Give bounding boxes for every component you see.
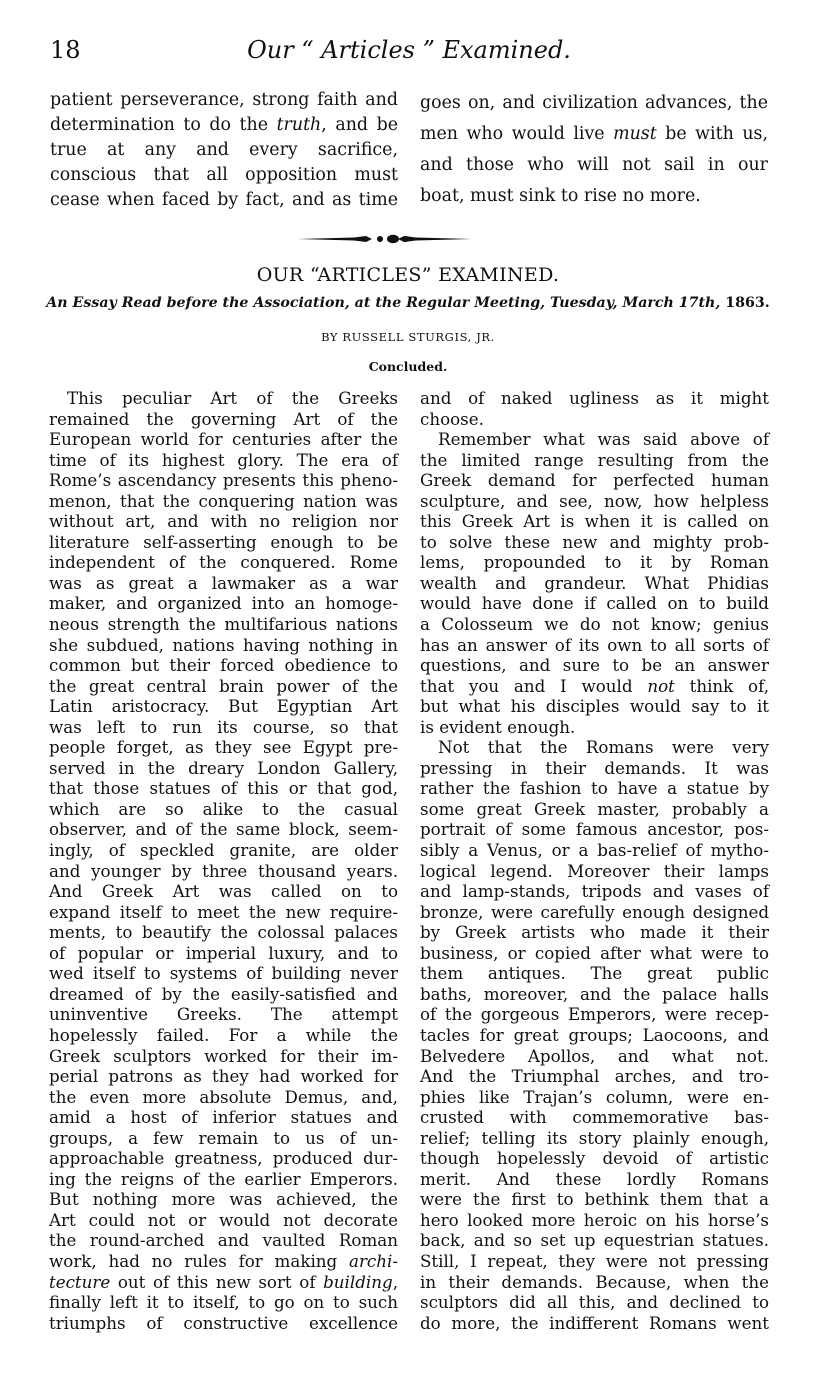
text-line: hero looked more heroic on his horse’s (420, 1209, 769, 1230)
text-line: business, or copied after what were to (420, 942, 769, 963)
text-line: menon, that the conquering nation was (49, 490, 398, 511)
text-line: Latin aristocracy. But Egyptian Art (49, 696, 398, 717)
text-line: some great Greek master, probably a (420, 798, 769, 819)
emphasis: tecture (49, 1271, 111, 1292)
article-title: OUR “ARTICLES” EXAMINED. (256, 264, 560, 286)
text-line: tacles for great groups; Laocoons, and (420, 1024, 769, 1045)
text-line: and of naked ugliness as it might (420, 388, 769, 408)
text-line: that those statues of this or that god, (49, 778, 398, 799)
text-line: true at any and every sacrifice, (50, 140, 398, 160)
text-line: people forget, as they see Egypt pre- (49, 737, 398, 758)
text-line: phies like Trajan’s column, were en- (420, 1086, 769, 1107)
text-line: crusted with commemorative bas- (420, 1107, 769, 1128)
text-line: independent of the conquered. Rome (49, 552, 398, 573)
text-line: portrait of some famous ancestor, pos- (420, 819, 769, 840)
text-line: the limited range resulting from the (420, 449, 769, 470)
text-line: the round-arched and vaulted Roman (49, 1230, 398, 1251)
body-left-column (49, 388, 398, 1333)
text-line: that you and I would not think of, (420, 675, 769, 696)
emphasis: must (613, 124, 657, 144)
text-line: common but their forced obedience to (49, 655, 398, 676)
text-line: was left to run its course, so that (49, 716, 398, 737)
text-line: she subdued, nations having nothing in (49, 634, 398, 655)
text-line: do more, the indifferent Romans went (420, 1312, 769, 1333)
text-line: But nothing more was achieved, the (49, 1189, 398, 1210)
emphasis: not (647, 675, 675, 696)
byline: BY RUSSELL STURGIS, JR. (321, 330, 495, 344)
text-line: sculpture, and see, now, how helpless (420, 490, 769, 511)
text-line: though hopelessly devoid of artistic (420, 1148, 769, 1169)
text-line: perial patrons as they had worked for (49, 1066, 398, 1087)
text-line: literature self-asserting enough to be (49, 531, 398, 552)
text-line: relief; telling its story plainly enough, (420, 1127, 769, 1148)
text-line: Remember what was said above of (438, 429, 769, 450)
page-number: 18 (50, 36, 81, 64)
text-line: dreamed of by the easily-satisfied and (49, 983, 398, 1004)
emphasis: building (323, 1271, 393, 1292)
text-line: Not that the Romans were very (438, 737, 769, 758)
text-line: the even more absolute Demus, and, (49, 1086, 398, 1107)
text-line: them antiques. The great public (420, 963, 769, 984)
text-line: ing the reigns of the earlier Emperors. (49, 1168, 398, 1189)
text-line: pressing in their demands. It was (420, 757, 769, 778)
text-line: triumphs of constructive excellence (49, 1312, 398, 1333)
text-line: lems, propounded to it by Roman (420, 552, 769, 573)
text-line: of popular or imperial luxury, and to (49, 942, 398, 963)
text-line: Still, I repeat, they were not pressing (420, 1250, 769, 1271)
text-line: Art could not or would not decorate (49, 1209, 398, 1230)
text-line: baths, moreover, and the palace halls (420, 983, 769, 1004)
text-line: hopelessly failed. For a while the (49, 1024, 398, 1045)
text-line: And the Triumphal arches, and tro- (420, 1066, 769, 1087)
text-line: European world for centuries after the (49, 429, 398, 450)
emphasis: truth (276, 115, 322, 135)
text-line: back, and so set up equestrian statues. (420, 1230, 769, 1251)
text-line: would have done if called on to build (420, 593, 769, 614)
preceding-article-right-column (420, 88, 768, 212)
text-line: remained the governing Art of the (49, 408, 398, 429)
text-line: logical legend. Moreover their lamps (420, 860, 769, 881)
text-line: without art, and with no religion nor (49, 511, 398, 532)
text-line: sibly a Venus, or a bas-relief of mytho- (420, 840, 769, 861)
running-title: Our “ Articles ” Examined. (247, 36, 571, 64)
text-line: and lamp-stands, tripods and vases of (420, 881, 769, 902)
text-line: questions, and sure to be an answer (420, 655, 769, 676)
text-line: is evident enough. (420, 716, 576, 737)
text-line: by Greek artists who made it their (420, 922, 769, 943)
text-line: tecture out of this new sort of building, (49, 1271, 398, 1292)
text-line: ingly, of speckled granite, are older (49, 840, 398, 861)
text-line: approachable greatness, produced dur- (49, 1148, 398, 1169)
text-line: expand itself to meet the new require- (49, 901, 398, 922)
text-line: and younger by three thousand years. (49, 860, 398, 881)
text-line: were the first to bethink them that a (420, 1189, 769, 1210)
text-line: goes on, and civilization advances, the (420, 93, 768, 113)
text-line: uninventive Greeks. The attempt (49, 1004, 398, 1025)
text-line: time of its highest glory. The era of (49, 449, 398, 470)
text-line: bronze, were carefully enough designed (420, 901, 769, 922)
text-line: this Greek Art is when it is called on (420, 511, 769, 532)
text-line: Rome’s ascendancy presents this pheno- (49, 470, 398, 491)
text-line: determination to do the truth, and be (50, 115, 398, 135)
text-line: was as great a lawmaker as a war (49, 572, 398, 593)
text-line: Greek demand for perfected human (420, 470, 769, 491)
text-line: boat, must sink to rise no more. (420, 186, 701, 206)
text-line: Greek sculptors worked for their im- (49, 1045, 398, 1066)
text-line: the great central brain power of the (49, 675, 398, 696)
text-line: in their demands. Because, when the (420, 1271, 769, 1292)
article-subtitle: An Essay Read before the Association, at the Regular Meeting, Tuesday, March 17th, 1863. (46, 295, 770, 311)
text-line: wed itself to systems of building never (49, 963, 398, 984)
text-line: finally left it to itself, to go on to such (49, 1292, 398, 1313)
text-line: rather the fashion to have a statue by (420, 778, 769, 799)
text-line: And Greek Art was called on to (49, 881, 398, 902)
body-right-column (420, 388, 769, 1333)
text-line: merit. And these lordly Romans (420, 1168, 769, 1189)
text-line: of the gorgeous Emperors, were recep- (420, 1004, 769, 1025)
text-line: but what his disciples would say to it (420, 696, 769, 717)
text-line: has an answer of its own to all sorts of (420, 634, 769, 655)
text-line: a Colosseum we do not know; genius (420, 614, 769, 635)
text-line: amid a host of inferior statues and (49, 1107, 398, 1128)
text-line: cease when faced by fact, and as time (50, 190, 398, 210)
article-status: Concluded. (368, 359, 448, 374)
text-line: served in the dreary London Gallery, (49, 757, 398, 778)
text-line: which are so alike to the casual (49, 798, 398, 819)
text-line: patient perseverance, strong faith and (50, 90, 398, 110)
section-divider-ornament (296, 232, 474, 246)
text-line: men who would live must be with us, (420, 124, 768, 144)
text-line: and those who will not sail in our (420, 155, 768, 175)
text-line: groups, a few remain to us of un- (49, 1127, 398, 1148)
text-line: This peculiar Art of the Greeks (67, 388, 398, 408)
text-line: observer, and of the same block, seem- (49, 819, 398, 840)
preceding-article-left-column (50, 88, 398, 213)
text-line: maker, and organized into an homoge- (49, 593, 398, 614)
text-line: ments, to beautify the colossal palaces (49, 922, 398, 943)
text-line: neous strength the multifarious nations (49, 614, 398, 635)
text-line: to solve these new and mighty prob- (420, 531, 769, 552)
text-line: choose. (420, 408, 484, 429)
text-line: Belvedere Apollos, and what not. (420, 1045, 769, 1066)
text-line: sculptors did all this, and declined to (420, 1292, 769, 1313)
emphasis: archi- (349, 1250, 398, 1271)
text-line: work, had no rules for making archi- (49, 1250, 398, 1271)
text-line: conscious that all opposition must (50, 165, 398, 185)
running-head (50, 36, 768, 70)
text-line: wealth and grandeur. What Phidias (420, 572, 769, 593)
